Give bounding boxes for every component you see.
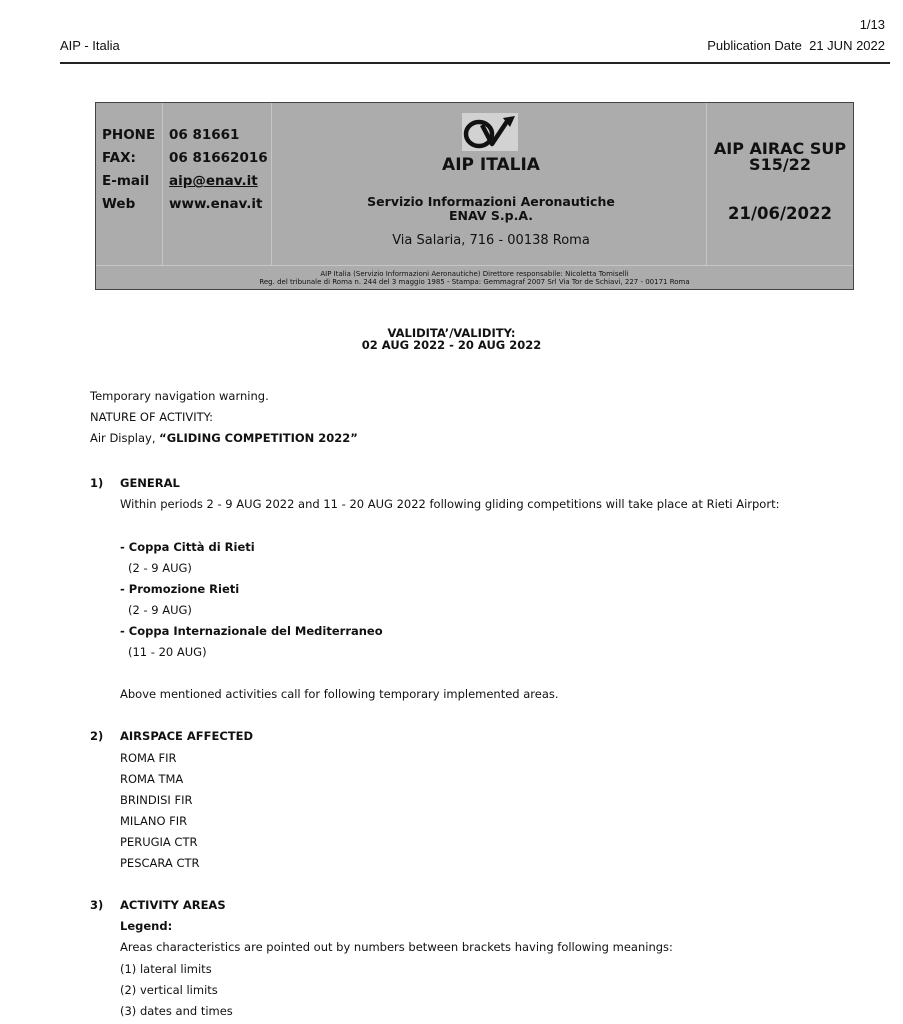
legend-item: (2) vertical limits <box>120 983 218 997</box>
airspace-item: PERUGIA CTR <box>120 835 198 849</box>
legend-title: Legend: <box>120 919 173 933</box>
service-line-2: ENAV S.p.A. <box>449 208 533 223</box>
intro-activity <box>90 431 358 445</box>
intro-activity-name: “GLIDING COMPETITION 2022” <box>159 431 358 445</box>
email-link[interactable]: aip@enav.it <box>169 173 258 189</box>
document-source: AIP - Italia <box>60 38 120 53</box>
legend-text: Areas characteristics are pointed out by numbers between brackets having following meanings: <box>120 940 673 954</box>
intro-nature-label: NATURE OF ACTIVITY: <box>90 410 214 424</box>
validity-range: 02 AUG 2022 - 20 AUG 2022 <box>361 338 542 352</box>
section-2-number: 2) <box>90 729 104 743</box>
phone-value: 06 81661 <box>169 127 240 143</box>
competition-name: - Coppa Città di Rieti <box>120 540 255 554</box>
imprint-line-1: AIP Italia (Servizio Informazioni Aeronautiche) Direttore responsabile: Nicoletta Tomiselli <box>320 270 629 278</box>
aip-banner <box>95 102 854 290</box>
intro-warning: Temporary navigation warning. <box>90 389 269 403</box>
intro-activity-prefix: Air Display, <box>90 431 160 445</box>
banner-divider <box>162 103 163 265</box>
section-1-number: 1) <box>90 476 104 490</box>
aip-title: AIP ITALIA <box>442 155 540 175</box>
imprint <box>96 270 853 286</box>
sup-date: 21/06/2022 <box>728 204 832 223</box>
web-link[interactable]: www.enav.it <box>169 196 263 212</box>
competition-dates: (11 - 20 AUG) <box>128 645 207 659</box>
airspace-item: MILANO FIR <box>120 814 188 828</box>
section-1-title: GENERAL <box>120 476 180 490</box>
fax-value: 06 81662016 <box>169 150 268 166</box>
service-line-1: Servizio Informazioni Aeronautiche <box>367 194 615 209</box>
banner-divider <box>96 265 853 266</box>
imprint-line-2: Reg. del tribunale di Roma n. 244 del 3 maggio 1985 - Stampa: Gemmagraf 2007 Srl Via Tor de Schiavi, 227 - 00171 Roma <box>259 278 690 286</box>
fax-label: FAX: <box>102 150 136 166</box>
publication-date <box>707 38 885 53</box>
service-name <box>296 195 686 223</box>
publication-date-value: 21 JUN 2022 <box>809 38 885 53</box>
section-3-number: 3) <box>90 898 104 912</box>
section-1-text: Within periods 2 - 9 AUG 2022 and 11 - 20 AUG 2022 following gliding competitions will take place at Rieti Airport: <box>120 497 780 511</box>
web-label: Web <box>102 196 136 212</box>
section-2-title: AIRSPACE AFFECTED <box>120 729 254 743</box>
banner-divider <box>706 103 707 265</box>
legend-item: (1) lateral limits <box>120 962 212 976</box>
competition-dates: (2 - 9 AUG) <box>128 561 192 575</box>
legend-item: (3) dates and times <box>120 1004 233 1018</box>
sup-line-1: AIP AIRAC SUP <box>713 139 847 158</box>
email-label: E-mail <box>102 173 150 189</box>
validity-label: VALIDITA’/VALIDITY: <box>387 326 516 340</box>
airspace-item: ROMA FIR <box>120 751 177 765</box>
address: Via Salaria, 716 - 00138 Roma <box>392 233 590 248</box>
sup-number <box>704 141 856 173</box>
header-divider <box>60 62 890 64</box>
sup-line-2: S15/22 <box>749 155 811 174</box>
section-1-closing: Above mentioned activities call for following temporary implemented areas. <box>120 687 559 701</box>
airspace-item: BRINDISI FIR <box>120 793 193 807</box>
airspace-item: ROMA TMA <box>120 772 184 786</box>
publication-label: Publication Date <box>707 38 802 53</box>
page-number: 1/13 <box>859 17 885 32</box>
airspace-item: PESCARA CTR <box>120 856 200 870</box>
competition-name: - Promozione Rieti <box>120 582 240 596</box>
enav-logo-icon <box>462 114 518 150</box>
competition-name: - Coppa Internazionale del Mediterraneo <box>120 624 383 638</box>
phone-label: PHONE <box>102 127 156 143</box>
competition-dates: (2 - 9 AUG) <box>128 603 192 617</box>
banner-divider <box>271 103 272 265</box>
validity-block <box>0 327 903 351</box>
section-3-title: ACTIVITY AREAS <box>120 898 226 912</box>
